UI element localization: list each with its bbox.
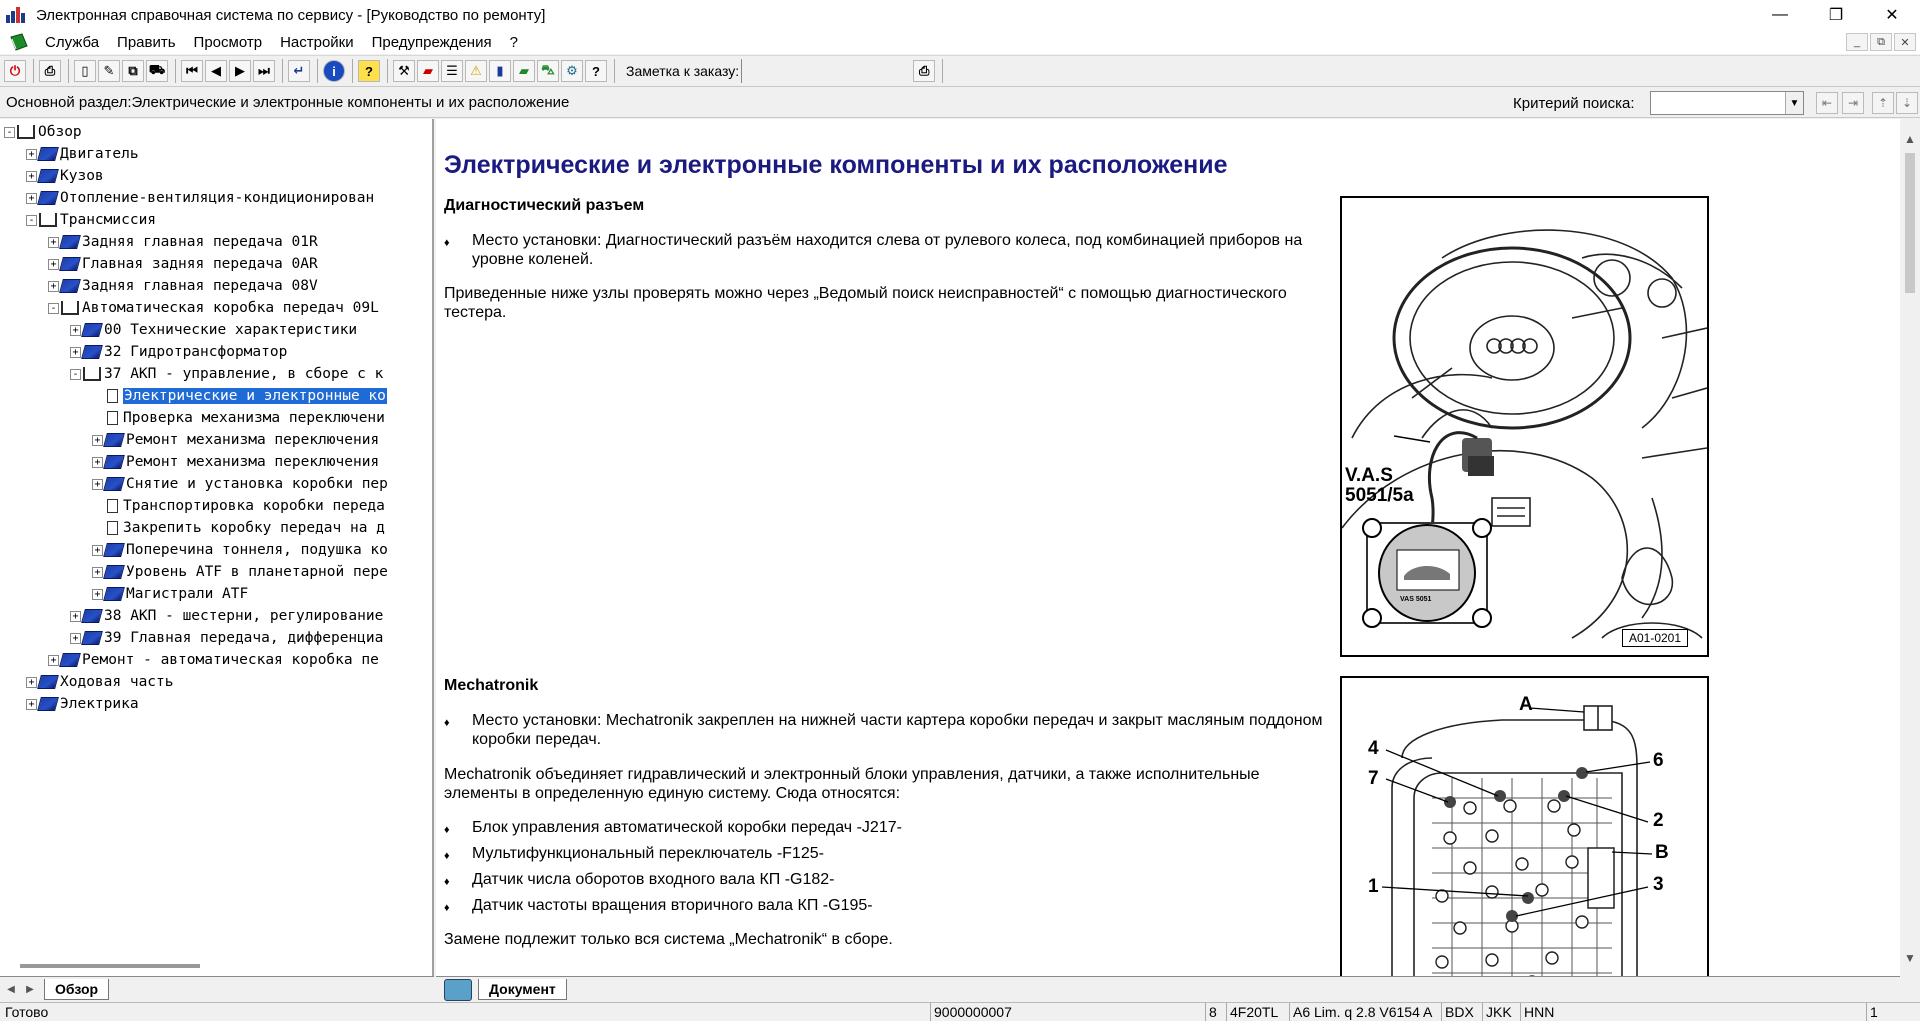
- scroll-down-icon[interactable]: ▼: [1904, 951, 1916, 965]
- status-text: Готово: [5, 1004, 49, 1020]
- tree-item[interactable]: [92, 451, 379, 473]
- scroll-up-icon[interactable]: ▲: [1904, 132, 1916, 146]
- tree-item[interactable]: [26, 693, 139, 715]
- book-icon: [81, 609, 103, 623]
- search-down-icon[interactable]: ⇣: [1896, 92, 1918, 114]
- book-icon: [103, 587, 125, 601]
- book-icon: [37, 169, 59, 183]
- app-logo-icon: [6, 7, 30, 23]
- tree-item[interactable]: [26, 165, 104, 187]
- tree-item[interactable]: [70, 319, 357, 341]
- tree-item-label: 00 Технические характеристики: [104, 322, 358, 338]
- expand-icon[interactable]: +: [26, 171, 37, 182]
- copy-icon[interactable]: ⧉: [122, 60, 144, 82]
- book-icon: [59, 653, 81, 667]
- search-criteria-select[interactable]: [1650, 91, 1804, 115]
- tree-item-label: Ремонт - автоматическая коробка пе: [82, 652, 379, 668]
- expand-icon[interactable]: +: [70, 633, 81, 644]
- tree-item-label: Задняя главная передача 08V: [82, 278, 318, 294]
- tree-item[interactable]: [48, 231, 318, 253]
- breadcrumb-row: [0, 88, 1920, 118]
- book-icon: [103, 455, 125, 469]
- list-item-text: Блок управления автоматической коробки передач -J217-: [472, 819, 902, 836]
- tree-item[interactable]: [92, 407, 385, 429]
- tab-right-arrow-icon[interactable]: ▶: [26, 984, 34, 995]
- tree-item-label: Главная задняя передача 0AR: [82, 256, 318, 272]
- collapse-icon[interactable]: -: [70, 369, 81, 380]
- expand-icon[interactable]: +: [70, 325, 81, 336]
- tree-item[interactable]: [70, 341, 287, 363]
- expand-icon[interactable]: +: [26, 149, 37, 160]
- diagnostic-connector-figure: [1340, 196, 1709, 657]
- search-up-icon[interactable]: ⇡: [1872, 92, 1894, 114]
- expand-icon[interactable]: +: [92, 479, 103, 490]
- expand-icon[interactable]: +: [48, 655, 59, 666]
- document-icon: [107, 499, 118, 513]
- list-item-text: Датчик числа оборотов входного вала КП -G182-: [472, 871, 835, 888]
- tree-item[interactable]: [92, 495, 385, 517]
- tree-item[interactable]: [26, 143, 139, 165]
- book-icon: [37, 147, 59, 161]
- menu-service[interactable]: Служба: [45, 33, 100, 51]
- vehicle-icon[interactable]: ⛍: [537, 60, 559, 82]
- tree-item[interactable]: [92, 385, 387, 407]
- menu-help[interactable]: ?: [509, 33, 518, 51]
- book-icon: [103, 433, 125, 447]
- info-icon[interactable]: i: [323, 60, 345, 82]
- vas-label: [1345, 466, 1414, 506]
- expand-icon[interactable]: +: [92, 435, 103, 446]
- list-item: [444, 870, 1324, 892]
- tree-item[interactable]: [48, 275, 318, 297]
- order-note-label: Заметка к заказу:: [626, 63, 740, 79]
- navigation-pane: [0, 119, 434, 976]
- tree-item-label: Обзор: [38, 124, 82, 140]
- tools-icon[interactable]: ⚒: [393, 60, 415, 82]
- tree-item[interactable]: [92, 539, 388, 561]
- paragraph: Mechatronik объединяет гидравлический и электронный блоки управления, датчики, а также исполнительные элементы в определенную единую систему. Сюда относятся:: [444, 766, 1260, 802]
- status-doc-number: 9000000007: [930, 1003, 1026, 1021]
- last-page-icon[interactable]: ⏭: [253, 60, 275, 82]
- menu-bar: [0, 30, 1920, 54]
- mdi-restore-button[interactable]: ⧉: [1870, 33, 1892, 51]
- tree-item-label: Магистрали ATF: [126, 586, 249, 602]
- help-icon[interactable]: ?: [358, 60, 380, 82]
- tree-item-label: Ремонт механизма переключения: [126, 432, 380, 448]
- window-title: Электронная справочная система по сервису - [Руководство по ремонту]: [36, 6, 546, 24]
- tree-item[interactable]: [4, 121, 82, 143]
- section-heading-mechatronik: Mechatronik: [444, 677, 539, 694]
- tree-item-label: Поперечина тоннеля, подушка ко: [126, 542, 388, 558]
- book-icon: [81, 631, 103, 645]
- book-icon: [59, 279, 81, 293]
- warning-icon[interactable]: ⚠: [465, 60, 487, 82]
- status-field-6: HNN: [1520, 1003, 1565, 1021]
- car-icon[interactable]: ⛟: [146, 60, 168, 82]
- tree-item[interactable]: [26, 209, 156, 231]
- status-field-4: BDX: [1441, 1003, 1481, 1021]
- list-item-text: Датчик частоты вращения вторичного вала КП -G195-: [472, 897, 873, 914]
- tree-item-label: Трансмиссия: [60, 212, 157, 228]
- book-icon: [81, 323, 103, 337]
- open-book-icon: [17, 125, 35, 139]
- bullet-icon: ♦: [444, 717, 450, 729]
- tree-item-label: Электрика: [60, 696, 139, 712]
- tree-item[interactable]: [70, 627, 383, 649]
- document-title: Электрические и электронные компоненты и их расположение: [444, 151, 1228, 179]
- expand-icon[interactable]: +: [26, 677, 37, 688]
- expand-icon[interactable]: +: [48, 281, 59, 292]
- exit-icon[interactable]: ⏻: [4, 60, 26, 82]
- tree-item-label: 32 Гидротрансформатор: [104, 344, 288, 360]
- tree-item[interactable]: [70, 605, 383, 627]
- tree-item-label: Уровень ATF в планетарной пере: [126, 564, 388, 580]
- list-item-text: Мультифункциональный переключатель -F125-: [472, 845, 824, 862]
- expand-icon[interactable]: +: [92, 589, 103, 600]
- callout-4: 4: [1368, 738, 1379, 759]
- menu-warnings[interactable]: Предупреждения: [371, 33, 492, 51]
- collapse-icon[interactable]: -: [48, 303, 59, 314]
- question-note-icon[interactable]: ?: [585, 60, 607, 82]
- callout-2: 2: [1653, 810, 1664, 831]
- collapse-icon[interactable]: -: [26, 215, 37, 226]
- tab-left-arrow-icon[interactable]: ◀: [7, 984, 15, 995]
- bullet-icon: ♦: [444, 902, 450, 914]
- status-field-5: JKK: [1482, 1003, 1519, 1021]
- tree-item[interactable]: [48, 297, 379, 319]
- horizontal-scrollbar[interactable]: [20, 964, 200, 968]
- status-field-7: 1: [1866, 1003, 1886, 1021]
- document-icon: [107, 411, 118, 425]
- tree-item-label: Транспортировка коробки переда: [123, 498, 385, 514]
- tester-caption: VAS 5051: [1400, 596, 1432, 603]
- book-icon: [59, 235, 81, 249]
- tree-item-label: Электрические и электронные ко: [124, 388, 386, 404]
- new-document-icon[interactable]: ▯: [74, 60, 96, 82]
- callout-a: A: [1519, 694, 1533, 715]
- chevron-down-icon[interactable]: ▼: [1785, 92, 1803, 114]
- list-item: [444, 818, 1324, 840]
- maximize-button[interactable]: ❐: [1828, 7, 1844, 24]
- expand-icon[interactable]: +: [48, 237, 59, 248]
- list-item: [444, 896, 1324, 918]
- order-print-icon[interactable]: ⎙: [913, 60, 935, 82]
- document-icon: [107, 521, 118, 535]
- repair-book-icon[interactable]: ▰: [417, 60, 439, 82]
- book-icon: [8, 33, 30, 51]
- tree-item[interactable]: [92, 583, 248, 605]
- expand-icon[interactable]: +: [70, 347, 81, 358]
- bullet-icon: ♦: [444, 237, 450, 249]
- order-note-field[interactable]: [741, 59, 909, 83]
- paragraph: Замене подлежит только вся система „Mechatronik“ в сборе.: [444, 931, 893, 948]
- document-icon: [107, 389, 118, 403]
- close-button[interactable]: ✕: [1885, 7, 1899, 24]
- search-criteria-label: Критерий поиска:: [1513, 95, 1635, 112]
- minimize-button[interactable]: —: [1772, 6, 1788, 23]
- tree-item-label: Ходовая часть: [60, 674, 174, 690]
- bullet-icon: ♦: [444, 824, 450, 836]
- tree-item[interactable]: [70, 363, 383, 385]
- expand-icon[interactable]: +: [92, 567, 103, 578]
- bullet-icon: ♦: [444, 850, 450, 862]
- tree-item-label: 38 АКП - шестерни, регулирование: [104, 608, 384, 624]
- book-icon: [103, 565, 125, 579]
- book-icon: [37, 675, 59, 689]
- tree-item[interactable]: [26, 187, 374, 209]
- previous-page-icon[interactable]: ◀: [205, 60, 227, 82]
- breadcrumb: Основной раздел:Электрические и электронные компоненты и их расположение: [6, 94, 570, 111]
- tree-item-label: Кузов: [60, 168, 104, 184]
- callout-6: 6: [1653, 750, 1664, 771]
- tree-item-label: Задняя главная передача 01R: [82, 234, 318, 250]
- open-book-icon: [61, 301, 79, 315]
- jump-icon[interactable]: ↵: [288, 60, 310, 82]
- title-bar: [0, 0, 1920, 30]
- diagnostics-icon[interactable]: ⚙: [561, 60, 583, 82]
- status-field-2: 4F20TL: [1226, 1003, 1288, 1021]
- list-item-text: Место установки: Диагностический разъём находится слева от рулевого колеса, под комбинацией приборов на уровне коленей.: [472, 232, 1303, 268]
- toolbar: [0, 55, 1920, 87]
- first-page-icon[interactable]: ⏮: [181, 60, 203, 82]
- list-item: [444, 231, 1324, 269]
- book-icon: [81, 345, 103, 359]
- search-back-icon[interactable]: ⇤: [1816, 92, 1838, 114]
- tree-item[interactable]: [26, 671, 174, 693]
- document-pane: [436, 119, 1900, 976]
- book-icon: [103, 477, 125, 491]
- vas-label-line1: V.A.S: [1345, 465, 1393, 486]
- status-field-1: 8: [1205, 1003, 1225, 1021]
- battery-icon[interactable]: ▮: [489, 60, 511, 82]
- left-tab-bar: [0, 976, 434, 1002]
- status-bar: [0, 1002, 1920, 1020]
- list-item: [444, 711, 1324, 749]
- tree-item[interactable]: [48, 649, 379, 671]
- tree-item-label: Ремонт механизма переключения: [126, 454, 380, 470]
- list-item-text: Место установки: Mechatronik закреплен на нижней части картера коробки передач и закрыт масляным поддоном коробки передач.: [472, 712, 1323, 748]
- vas-label-line2: 5051/5a: [1345, 485, 1414, 506]
- tree-item-label: Снятие и установка коробки пер: [126, 476, 388, 492]
- scroll-thumb[interactable]: [1905, 153, 1915, 293]
- tree-item-label: 37 АКП - управление, в сборе с к: [104, 366, 384, 382]
- print-icon[interactable]: ⎙: [39, 60, 61, 82]
- expand-icon[interactable]: +: [92, 457, 103, 468]
- tree-item-label: 39 Главная передача, дифференциа: [104, 630, 384, 646]
- book-icon: [37, 191, 59, 205]
- open-book-icon: [39, 213, 57, 227]
- right-tab-bar: [436, 976, 1900, 1002]
- tree-item-label: Закрепить коробку передач на д: [123, 520, 385, 536]
- callout-b: B: [1655, 842, 1669, 863]
- tree-item-label: Двигатель: [60, 146, 139, 162]
- green-book-icon[interactable]: ▰: [513, 60, 535, 82]
- mdi-minimize-button[interactable]: _: [1846, 33, 1868, 51]
- tab-document[interactable]: Документ: [478, 979, 567, 1000]
- book-icon: [37, 697, 59, 711]
- tree-item-label: Проверка механизма переключени: [123, 410, 385, 426]
- tree-item[interactable]: [48, 253, 318, 275]
- section-heading-diagnostic: Диагностический разъем: [444, 197, 645, 214]
- book-icon: [59, 257, 81, 271]
- callout-1: 1: [1368, 876, 1379, 897]
- dashboard-drawing: [1342, 198, 1707, 655]
- mechatronik-figure: [1340, 676, 1709, 976]
- tree-item[interactable]: [92, 517, 385, 539]
- book-icon: [103, 543, 125, 557]
- tree-item-label: Автоматическая коробка передач 09L: [82, 300, 379, 316]
- tree-item[interactable]: [92, 561, 388, 583]
- edit-document-icon[interactable]: ✎: [98, 60, 120, 82]
- tree-item-label: Отопление-вентиляция-кондиционирован: [60, 190, 375, 206]
- status-field-3: A6 Lim. q 2.8 V6154 A: [1289, 1003, 1440, 1021]
- menu-settings[interactable]: Настройки: [280, 33, 354, 51]
- callout-7: 7: [1368, 768, 1379, 789]
- search-forward-icon[interactable]: ⇥: [1842, 92, 1864, 114]
- document-tab-icon: [444, 979, 472, 1001]
- bullet-icon: ♦: [444, 876, 450, 888]
- paragraph: Приведенные ниже узлы проверять можно через „Ведомый поиск неисправностей“ с помощью диагностического тестера.: [444, 285, 1287, 321]
- menu-edit[interactable]: Править: [117, 33, 176, 51]
- expand-icon[interactable]: +: [70, 611, 81, 622]
- menu-view[interactable]: Просмотр: [193, 33, 263, 51]
- vertical-scrollbar[interactable]: [1900, 119, 1920, 976]
- expand-icon[interactable]: +: [26, 699, 37, 710]
- list-icon[interactable]: ☰: [441, 60, 463, 82]
- open-book-icon: [83, 367, 101, 381]
- mdi-close-button[interactable]: ✕: [1894, 33, 1916, 51]
- tree-item[interactable]: [92, 429, 379, 451]
- callout-3: 3: [1653, 874, 1664, 895]
- collapse-icon[interactable]: -: [4, 127, 15, 138]
- next-page-icon[interactable]: ▶: [229, 60, 251, 82]
- tree-item[interactable]: [92, 473, 388, 495]
- expand-icon[interactable]: +: [92, 545, 103, 556]
- expand-icon[interactable]: +: [26, 193, 37, 204]
- list-item: [444, 844, 1324, 866]
- tab-overview[interactable]: Обзор: [44, 979, 109, 1000]
- figure-id-label: A01-0201: [1622, 629, 1688, 647]
- expand-icon[interactable]: +: [48, 259, 59, 270]
